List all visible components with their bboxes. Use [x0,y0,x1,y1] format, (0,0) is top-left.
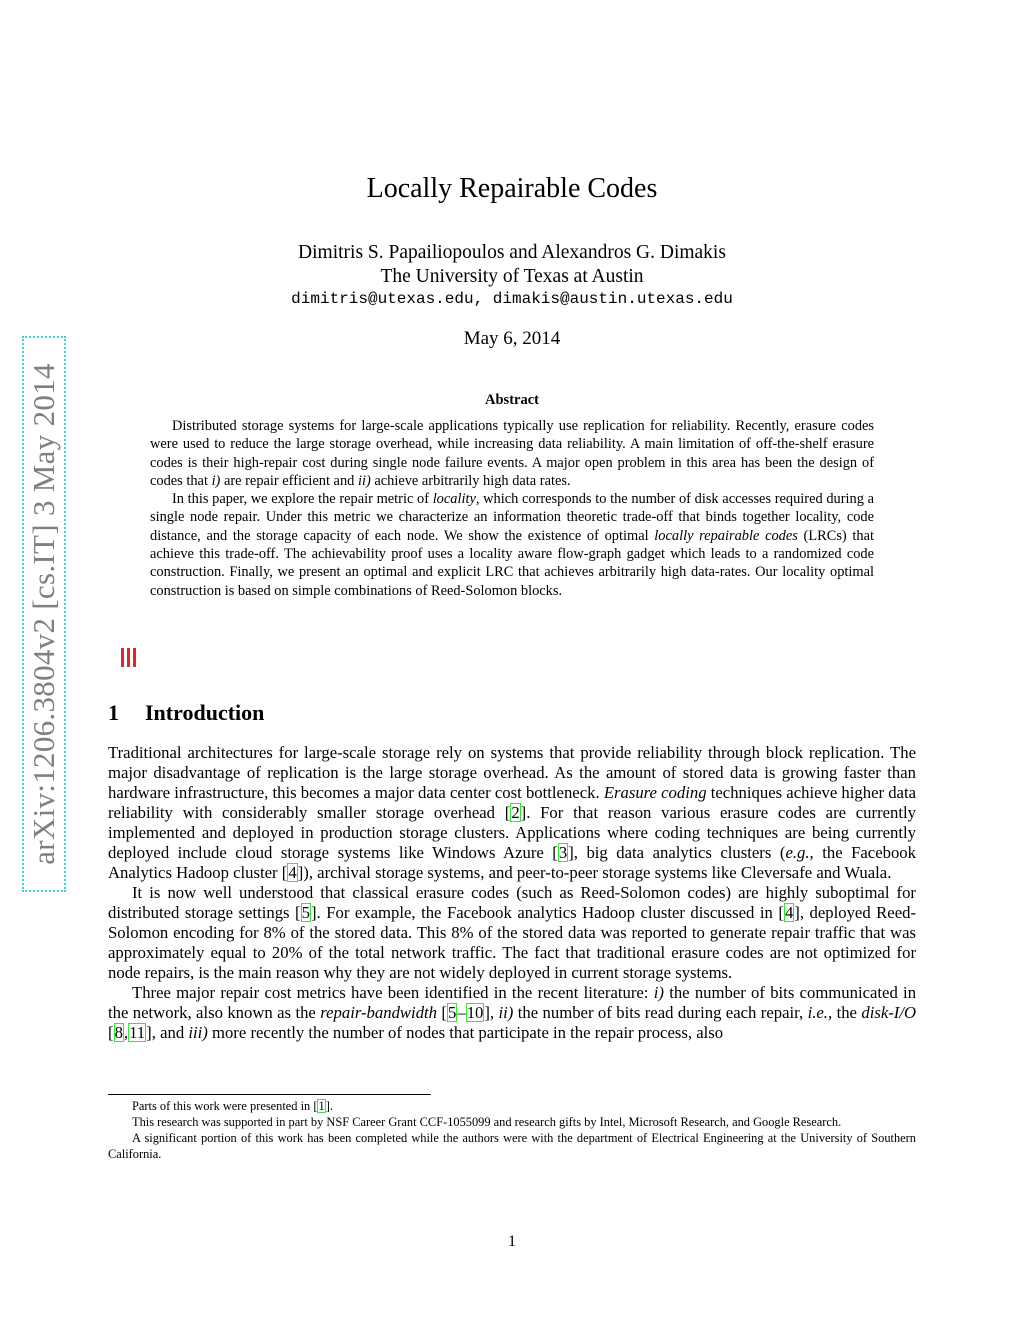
footnote: Parts of this work were presented in [1]. [132,1099,333,1113]
abstract-heading: Abstract [485,392,539,408]
footnotes [108,1098,916,1162]
introduction-body [108,743,916,1043]
body-paragraph: It is now well understood that classical erasure codes (such as Reed-Solomon codes) are highly suboptimal for distributed storage settings [5]. For example, the Facebook analytics Hadoop cluster discussed in [4], deployed Reed-Solomon encoding for 8% of the stored data. This 8% of the stored data was reported to generate repair traffic that was approximately equal to 20% of the total network traffic. The fact that traditional erasure codes are not optimized for node repairs, is the main reason why they are not widely deployed in current storage systems. [108,883,917,982]
arxiv-identifier-stamp[interactable] [24,338,64,890]
section-number: 1 [108,700,119,725]
abstract-body [150,417,874,600]
publication-date: May 6, 2014 [463,328,561,349]
citation-link[interactable]: 5 [301,903,310,922]
footnote: A significant portion of this work has been completed while the authors were with the department of Electrical Engineering at the University of Southern California. [108,1131,916,1161]
affiliation: The University of Texas at Austin [380,266,644,287]
paper-title: Locally Repairable Codes [366,173,658,204]
abstract-paragraph: In this paper, we explore the repair metric of locality, which corresponds to the number of disk accesses required during a single node repair. Under this metric we characterize an information theoretic trade-off that binds together locality, code distance, and the storage capacity of each node. We show the existence of optimal locally repairable codes (LRCs) that achieve this trade-off. The achievability proof uses a locality aware flow-graph gadget which leads to a randomized code construction. Finally, we present an optimal and explicit LRC that achieves arbitrarily high data-rates. Our locality optimal construction is based on simple combinations of Reed-Solomon blocks. [150,491,874,599]
body-paragraph: Traditional architectures for large-scale storage rely on systems that provide reliability through block replication. The major disadvantage of replication is the large storage overhead. As the amount of stored data is growing faster than hardware infrastructure, this becomes a major data center cost bottleneck. Erasure coding techniques achieve higher data reliability with considerably smaller storage overhead [2]. For that reason various erasure codes are currently implemented and deployed in production storage clusters. Applications where coding techniques are being currently deployed include cloud storage systems like Windows Azure [3], big data analytics clusters (e.g., the Facebook Analytics Hadoop cluster [4]), archival storage systems, and peer-to-peer storage systems like Cleversafe and Wuala. [108,743,917,882]
author-emails[interactable]: dimitris@utexas.edu, dimakis@austin.utexas.edu [291,290,733,308]
section-heading [108,700,264,726]
citation-link[interactable]: 5 [448,1003,457,1022]
citation-link[interactable]: 4 [784,903,794,922]
author-names: Dimitris S. Papailiopoulos and Alexandros G. Dimakis [298,242,726,263]
abstract-paragraph: Distributed storage systems for large-scale applications typically use replication for reliability. Recently, erasure codes were used to reduce the large storage overhead, while increasing data reliability. A main limitation of off-the-shelf erasure codes is their high-repair cost during single node failure events. A major open problem in this area has been the design of codes that i) are repair efficient and ii) achieve arbitrarily high data rates. [150,418,874,489]
citation-link[interactable]: 4 [288,863,297,882]
citation-link[interactable]: 8 [114,1023,123,1042]
citation-link[interactable]: 10 [466,1003,484,1022]
footnote-divider [108,1094,431,1095]
annotation-mark-icon [121,648,143,668]
body-paragraph: Three major repair cost metrics have been identified in the recent literature: i) the number of bits communicated in the network, also known as the repair-bandwidth [5–10], ii) the number of bits read during each repair, i.e., the disk-I/O [8,11], and iii) more recently the number of nodes that participate in the repair process, also [108,983,917,1042]
citation-link[interactable]: 2 [511,803,520,822]
footnote: This research was supported in part by NSF Career Grant CCF-1055099 and research gifts by Intel, Microsoft Research, and Google Research. [132,1115,842,1129]
author-block [0,241,1024,289]
citation-link[interactable]: 1 [318,1099,325,1113]
arxiv-identifier-text: arXiv:1206.3804v2 [cs.IT] 3 May 2014 [26,363,61,865]
citation-link[interactable]: 3 [558,843,568,862]
citation-link[interactable]: 11 [129,1023,146,1042]
page-number: 1 [508,1233,516,1250]
section-title: Introduction [145,700,265,725]
